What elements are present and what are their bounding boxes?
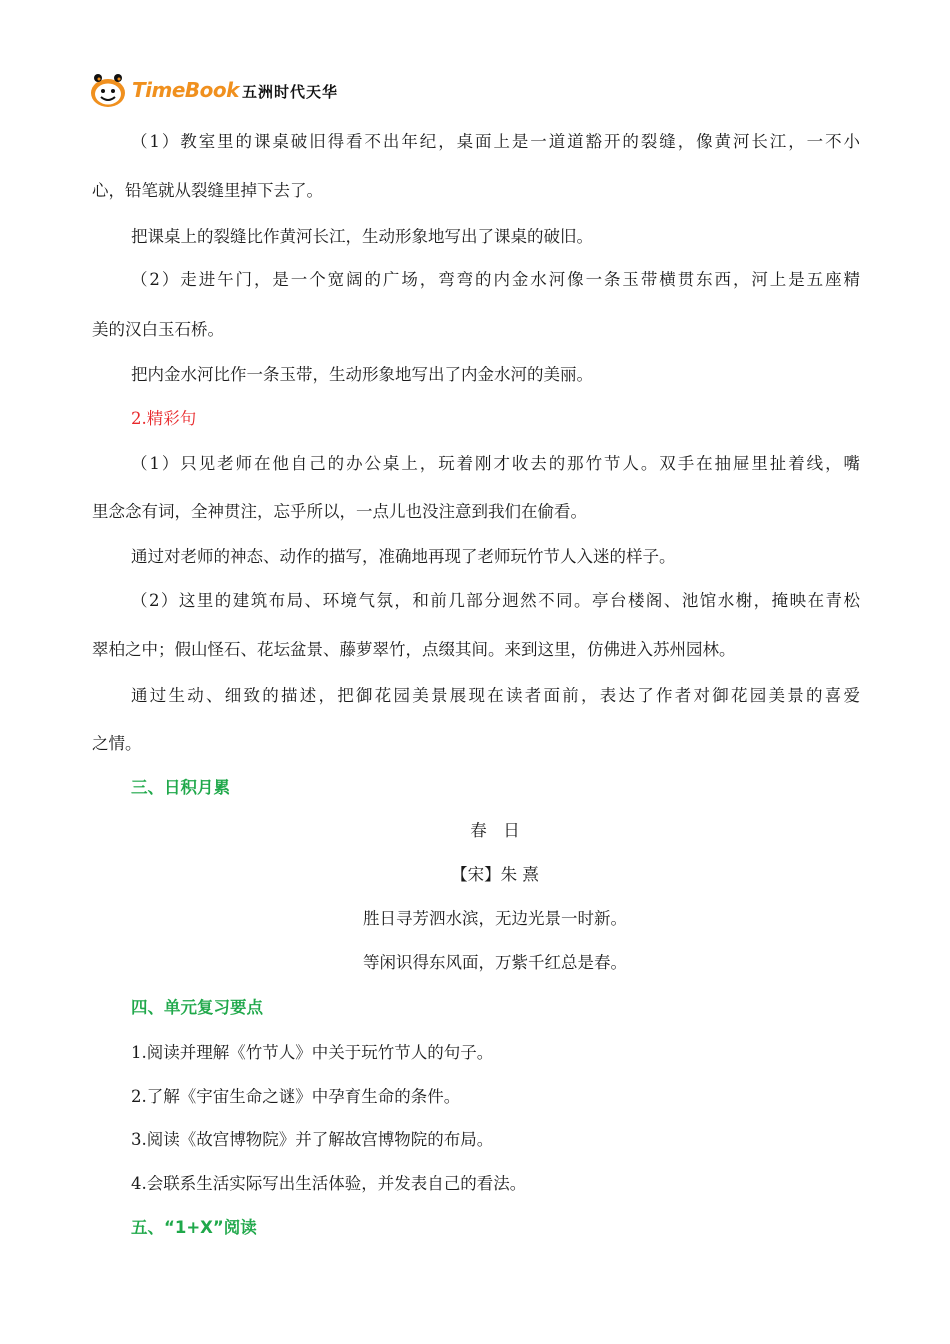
section-heading-3: 三、日积月累 (131, 778, 230, 797)
list-item: 4.会联系生活实际写出生活体验，并发表自己的看法。 (131, 1174, 527, 1193)
comment-line: 把课桌上的裂缝比作黄河长江，生动形象地写出了课桌的破旧。 (131, 227, 593, 246)
section-heading-5: 五、“1+X”阅读 (131, 1218, 257, 1237)
paragraph-line: 心，铅笔就从裂缝里掉下去了。 (92, 181, 323, 200)
paragraph-line: （2）这里的建筑布局、环境气氛，和前几部分迥然不同。亭台楼阁、池馆水榭，掩映在青松 (131, 591, 860, 610)
comment-line: 之情。 (92, 734, 142, 753)
paragraph-line: （1）教室里的课桌破旧得看不出年纪，桌面上是一道道豁开的裂缝，像黄河长江，一不小 (131, 132, 860, 151)
poem-title: 春 日 (470, 821, 520, 840)
header-logo (88, 68, 338, 112)
list-item: 3.阅读《故宫博物院》并了解故宫博物院的布局。 (131, 1130, 494, 1149)
poem-author: 【宋】朱 熹 (451, 865, 539, 884)
brand-name-cn: 五洲时代天华 (241, 83, 338, 101)
section-heading-4: 四、单元复习要点 (131, 998, 263, 1017)
brand-name: TimeBook (132, 78, 239, 102)
smiling-cow-logo-icon (88, 70, 128, 110)
paragraph-line: （1）只见老师在他自己的办公桌上，玩着刚才收去的那竹节人。双手在抽屉里扯着线，嘴 (131, 454, 860, 473)
comment-line: 通过对老师的神态、动作的描写，准确地再现了老师玩竹节人入迷的样子。 (131, 547, 676, 566)
poem-line: 胜日寻芳泗水滨，无边光景一时新。 (363, 909, 627, 928)
list-item: 2.了解《宇宙生命之谜》中孕育生命的条件。 (131, 1087, 461, 1106)
poem-line: 等闲识得东风面，万紫千红总是春。 (363, 953, 627, 972)
paragraph-line: 翠柏之中；假山怪石、花坛盆景、藤萝翠竹，点缀其间。来到这里，仿佛进入苏州园林。 (92, 640, 736, 659)
paragraph-line: （2）走进午门，是一个宽阔的广场，弯弯的内金水河像一条玉带横贯东西，河上是五座精 (131, 270, 860, 289)
section-heading-jingcai: 2.精彩句 (131, 409, 197, 428)
comment-line: 把内金水河比作一条玉带，生动形象地写出了内金水河的美丽。 (131, 365, 593, 384)
paragraph-line: 里念念有词，全神贯注，忘乎所以，一点儿也没注意到我们在偷看。 (92, 502, 587, 521)
paragraph-line: 美的汉白玉石桥。 (92, 320, 224, 339)
list-item: 1.阅读并理解《竹节人》中关于玩竹节人的句子。 (131, 1043, 494, 1062)
comment-line: 通过生动、细致的描述，把御花园美景展现在读者面前，表达了作者对御花园美景的喜爱 (131, 686, 860, 705)
